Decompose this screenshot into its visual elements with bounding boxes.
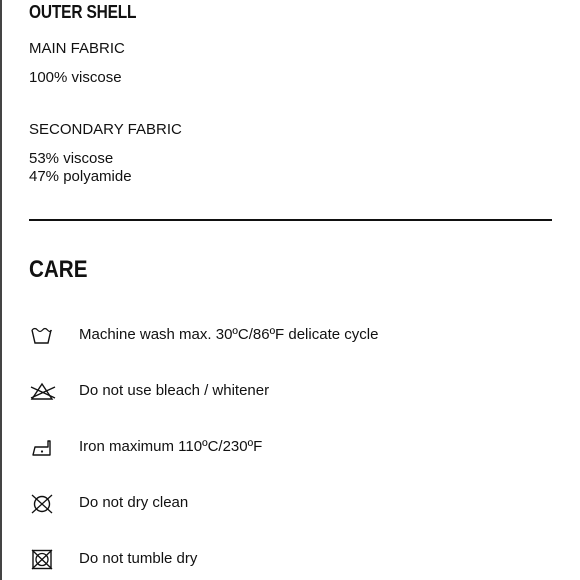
care-item-iron bbox=[29, 434, 552, 462]
left-border bbox=[0, 0, 2, 580]
care-item-no-dry-clean bbox=[29, 490, 552, 518]
care-item-text: Do not tumble dry bbox=[79, 550, 198, 567]
no-tumble-dry-icon bbox=[29, 548, 57, 570]
care-item-text: Iron maximum 110ºC/230ºF bbox=[79, 438, 263, 455]
section-divider bbox=[29, 219, 552, 221]
machine-wash-icon bbox=[29, 324, 57, 346]
care-item-machine-wash bbox=[29, 322, 552, 350]
no-dry-clean-icon bbox=[29, 492, 57, 514]
care-item-no-tumble-dry bbox=[29, 546, 552, 574]
outer-shell-heading: OUTER SHELL bbox=[29, 2, 137, 22]
main-fabric-label: MAIN FABRIC bbox=[29, 40, 125, 57]
secondary-fabric-line-1: 53% viscose bbox=[29, 150, 114, 167]
care-item-no-bleach bbox=[29, 378, 552, 406]
care-item-text: Do not dry clean bbox=[79, 494, 189, 511]
iron-icon bbox=[29, 436, 57, 458]
care-item-text: Do not use bleach / whitener bbox=[79, 382, 270, 399]
care-item-text: Machine wash max. 30ºC/86ºF delicate cycle bbox=[79, 326, 379, 343]
no-bleach-icon bbox=[29, 380, 57, 402]
care-heading: CARE bbox=[29, 256, 88, 283]
secondary-fabric-label: SECONDARY FABRIC bbox=[29, 121, 182, 138]
secondary-fabric-line-2: 47% polyamide bbox=[29, 168, 132, 185]
main-fabric-composition: 100% viscose bbox=[29, 69, 122, 86]
